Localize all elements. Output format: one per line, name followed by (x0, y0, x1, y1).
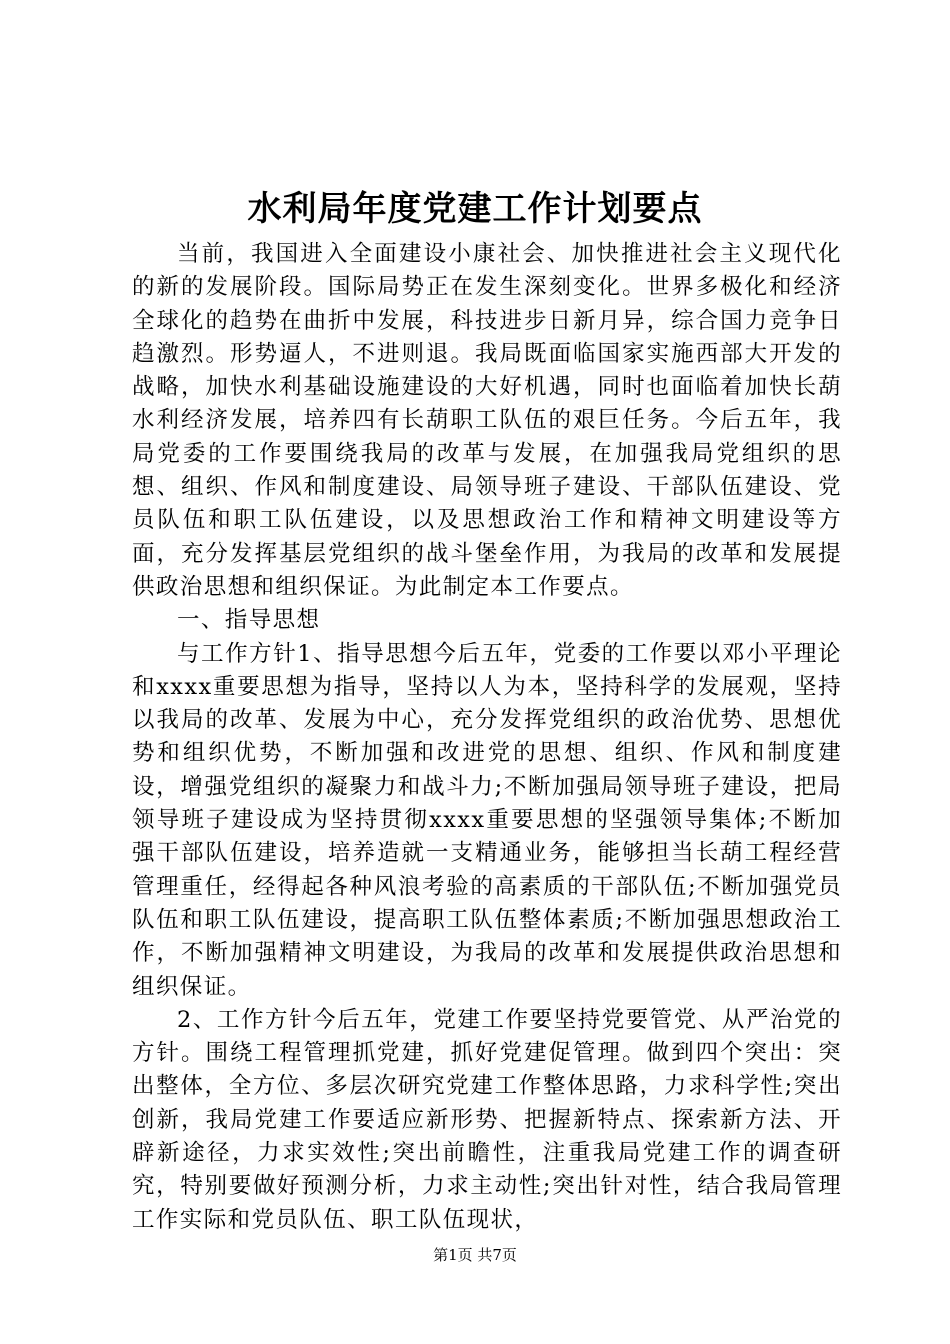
paragraph-work-policy: 2、工作方针今后五年，党建工作要坚持党要管党、从严治党的方针。围绕工程管理抓党建，抓好党建促管理。做到四个突出：突出整体，全方位、多层次研究党建工作整体思路，力求科学性;突出创新，我局党建工作要适应新形势、把握新特点、探索新方法、开辟新途径，力求实效性;突出前瞻性，注重我局党建工作的调查研究，特别要做好预测分析，力求主动性;突出针对性，结合我局管理工作实际和党员队伍、职工队伍现状， (132, 1006, 842, 1233)
paragraph-guiding-thought: 与工作方针1、指导思想今后五年，党委的工作要以邓小平理论和xxxx重要思想为指导，坚持以人为本，坚持科学的发展观，坚持以我局的改革、发展为中心，充分发挥党组织的政治优势、思想优势和组织优势，不断加强和改进党的思想、组织、作风和制度建设，增强党组织的凝聚力和战斗力;不断加强局领导班子建设，把局领导班子建设成为坚持贯彻xxxx重要思想的坚强领导集体;不断加强干部队伍建设，培养造就一支精通业务，能够担当长葫工程经营管理重任，经得起各种风浪考验的高素质的干部队伍;不断加强党员队伍和职工队伍建设，提高职工队伍整体素质;不断加强思想政治工作，不断加强精神文明建设，为我局的改革和发展提供政治思想和组织保证。 (132, 640, 842, 1000)
document-body (132, 238, 842, 1237)
page-number-footer: 第1页 共7页 (433, 1246, 517, 1264)
paragraph-intro: 当前，我国进入全面建设小康社会、加快推进社会主义现代化的新的发展阶段。国际局势正在发生深刻变化。世界多极化和经济全球化的趋势在曲折中发展，科技进步日新月异，综合国力竞争日趋激烈。形势逼人，不进则退。我局既面临国家实施西部大开发的战略，加快水利基础设施建设的大好机遇，同时也面临着加快长葫水利经济发展，培养四有长葫职工队伍的艰巨任务。今后五年，我局党委的工作要围绕我局的改革与发展，在加强我局党组织的思想、组织、作风和制度建设、局领导班子建设、干部队伍建设、党员队伍和职工队伍建设，以及思想政治工作和精神文明建设等方面，充分发挥基层党组织的战斗堡垒作用，为我局的改革和发展提供政治思想和组织保证。为此制定本工作要点。 (132, 241, 842, 600)
section-heading-guiding-thought: 一、指导思想 (177, 607, 321, 634)
document-title: 水利局年度党建工作计划要点 (247, 189, 703, 229)
